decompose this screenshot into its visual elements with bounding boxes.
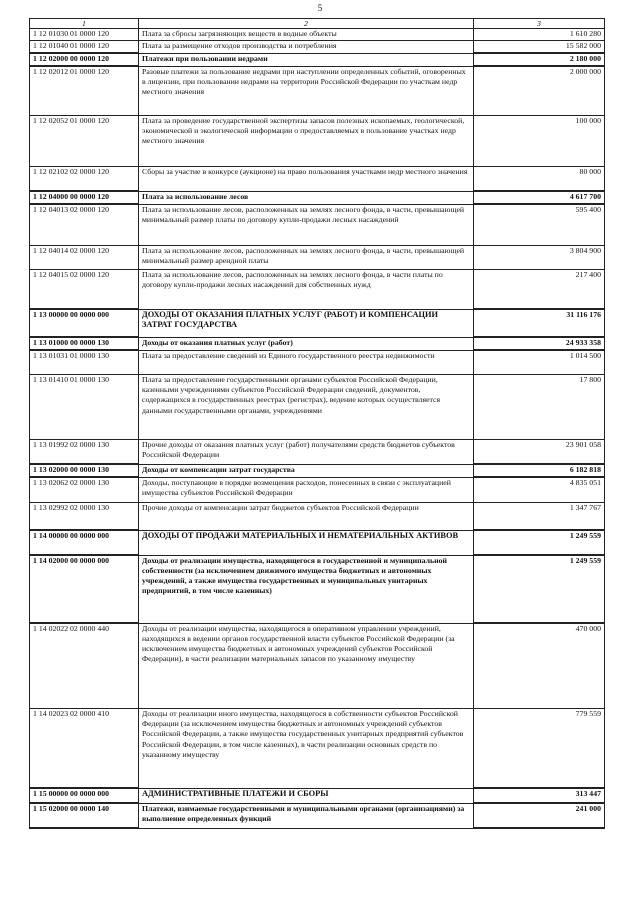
amount-cell: 4 835 051 bbox=[474, 477, 605, 503]
description-cell: Плата за использование лесов bbox=[139, 191, 474, 204]
budget-code-cell: 1 12 02102 02 0000 120 bbox=[30, 167, 139, 192]
description-cell: ДОХОДЫ ОТ ПРОДАЖИ МАТЕРИАЛЬНЫХ И НЕМАТЕРИАЛЬНЫХ АКТИВОВ bbox=[139, 530, 474, 555]
amount-cell: 2 180 000 bbox=[474, 53, 605, 66]
budget-code-cell: 1 14 00000 00 0000 000 bbox=[30, 530, 139, 555]
table-row bbox=[30, 503, 605, 531]
description-cell: Плата за предоставление сведений из Единого государственного реестра недвижимости bbox=[139, 350, 474, 375]
description-cell: Доходы от компенсации затрат государства bbox=[139, 464, 474, 477]
amount-cell: 24 933 358 bbox=[474, 337, 605, 350]
description-cell: Плата за размещение отходов производства и потребления bbox=[139, 41, 474, 54]
amount-cell: 17 800 bbox=[474, 375, 605, 440]
description-cell: Разовые платежи за пользование недрами при наступлении определенных событий, оговоренных в лицензии, при пользовании недрами на территории Российской Федерации по участкам недр местного значения bbox=[139, 66, 474, 116]
table-row bbox=[30, 350, 605, 375]
amount-cell: 1 249 559 bbox=[474, 555, 605, 623]
amount-cell: 1 347 767 bbox=[474, 503, 605, 531]
table-row bbox=[30, 246, 605, 270]
description-cell: Плата за использование лесов, расположенных на землях лесного фонда, в части, превышающей минимальный размер арендной платы bbox=[139, 246, 474, 270]
amount-cell: 80 000 bbox=[474, 167, 605, 192]
description-cell: Плата за использование лесов, расположенных на землях лесного фонда, в части, превышающей минимальный размер платы по договору купли-продажи лесных насаждений bbox=[139, 204, 474, 246]
table-row bbox=[30, 530, 605, 555]
table-row bbox=[30, 477, 605, 503]
description-cell: Доходы от реализации иного имущества, находящегося в собственности субъектов Российской Федерации (за исключением имущества бюджетных и автономных учреждений субъектов Российской Федерации, а также имущества государственных унитарных предприятий субъектов Российской Федерации, в том числе казенных), в части реализации основных средств по указанному имуществу bbox=[139, 709, 474, 789]
budget-code-cell: 1 14 02022 02 0000 440 bbox=[30, 623, 139, 709]
description-cell: Платежи, взимаемые государственными и муниципальными органами (организациями) за выполнение определенных функций bbox=[139, 803, 474, 828]
table-row bbox=[30, 803, 605, 828]
table-row bbox=[30, 204, 605, 246]
table-row bbox=[30, 116, 605, 167]
table-row bbox=[30, 709, 605, 789]
amount-cell: 15 582 000 bbox=[474, 41, 605, 54]
table-row bbox=[30, 309, 605, 337]
amount-cell: 6 182 818 bbox=[474, 464, 605, 477]
table-row bbox=[30, 29, 605, 41]
amount-cell: 23 901 058 bbox=[474, 440, 605, 465]
amount-cell: 779 559 bbox=[474, 709, 605, 789]
description-cell: Прочие доходы от оказания платных услуг (работ) получателями средств бюджетов субъектов Российской Федерации bbox=[139, 440, 474, 465]
description-cell: Доходы от реализации имущества, находящегося в оперативном управлении учреждений, находящихся в ведении органов государственной власти субъектов Российской Федерации (за исключением имущества бюджетных и автономных учреждений субъектов Российской Федерации), в части реализации материальных запасов по указанному имуществу bbox=[139, 623, 474, 709]
budget-code-cell: 1 13 01410 01 0000 130 bbox=[30, 375, 139, 440]
table-row bbox=[30, 337, 605, 350]
table-row bbox=[30, 66, 605, 116]
amount-cell: 2 000 000 bbox=[474, 66, 605, 116]
header-col-2: 2 bbox=[139, 19, 474, 29]
budget-code-cell: 1 12 01030 01 0000 120 bbox=[30, 29, 139, 41]
amount-cell: 100 000 bbox=[474, 116, 605, 167]
description-cell: Сборы за участие в конкурсе (аукционе) на право пользования участками недр местного значения bbox=[139, 167, 474, 192]
amount-cell: 4 617 700 bbox=[474, 191, 605, 204]
table-row bbox=[30, 167, 605, 192]
budget-code-cell: 1 14 02023 02 0000 410 bbox=[30, 709, 139, 789]
description-cell: Доходы от оказания платных услуг (работ) bbox=[139, 337, 474, 350]
budget-code-cell: 1 12 02000 00 0000 120 bbox=[30, 53, 139, 66]
amount-cell: 313 447 bbox=[474, 788, 605, 803]
budget-code-cell: 1 15 00000 00 0000 000 bbox=[30, 788, 139, 803]
description-cell: Доходы от реализации имущества, находящегося в государственной и муниципальной собственности (за исключением движимого имущества бюджетных и автономных учреждений, а также имущества государственных и муниципальных унитарных предприятий, в том числе казенных) bbox=[139, 555, 474, 623]
budget-code-cell: 1 13 01992 02 0000 130 bbox=[30, 440, 139, 465]
table-row bbox=[30, 555, 605, 623]
description-cell: Прочие доходы от компенсации затрат бюджетов субъектов Российской Федерации bbox=[139, 503, 474, 531]
description-cell: Плата за проведение государственной экспертизы запасов полезных ископаемых, геологической, экономической и экологической информации о предоставляемых в пользование участках недр местного значения bbox=[139, 116, 474, 167]
budget-code-cell: 1 13 02000 00 0000 130 bbox=[30, 464, 139, 477]
budget-code-cell: 1 14 02000 00 0000 000 bbox=[30, 555, 139, 623]
description-cell: Плата за предоставление государственными органами субъектов Российской Федерации, казенными учреждениями субъектов Российской Федерации сведений, документов, содержащихся в государственных реестрах (регистрах), ведение которых осуществляется данными государственными органами, учреждениями bbox=[139, 375, 474, 440]
revenue-table bbox=[29, 18, 605, 829]
page-number: 5 bbox=[317, 3, 323, 13]
amount-cell: 1 014 500 bbox=[474, 350, 605, 375]
table-row bbox=[30, 788, 605, 803]
budget-code-cell: 1 12 01040 01 0000 120 bbox=[30, 41, 139, 54]
description-cell: Плата за использование лесов, расположенных на землях лесного фонда, в части платы по договору купли-продажи лесных насаждений для собственных нужд bbox=[139, 270, 474, 310]
table-row bbox=[30, 270, 605, 310]
table-row bbox=[30, 464, 605, 477]
budget-code-cell: 1 12 02012 01 0000 120 bbox=[30, 66, 139, 116]
amount-cell: 31 116 176 bbox=[474, 309, 605, 337]
table-row bbox=[30, 191, 605, 204]
amount-cell: 595 400 bbox=[474, 204, 605, 246]
budget-code-cell: 1 13 01031 01 0000 130 bbox=[30, 350, 139, 375]
amount-cell: 241 000 bbox=[474, 803, 605, 828]
revenue-table-body bbox=[30, 19, 605, 829]
budget-code-cell: 1 12 04000 00 0000 120 bbox=[30, 191, 139, 204]
table-row bbox=[30, 41, 605, 54]
table-row bbox=[30, 440, 605, 465]
description-cell: АДМИНИСТРАТИВНЫЕ ПЛАТЕЖИ И СБОРЫ bbox=[139, 788, 474, 803]
budget-code-cell: 1 15 02000 00 0000 140 bbox=[30, 803, 139, 828]
budget-code-cell: 1 13 01000 00 0000 130 bbox=[30, 337, 139, 350]
table-row bbox=[30, 375, 605, 440]
amount-cell: 217 400 bbox=[474, 270, 605, 310]
budget-code-cell: 1 12 02052 01 0000 120 bbox=[30, 116, 139, 167]
description-cell: Доходы, поступающие в порядке возмещения расходов, понесенных в связи с эксплуатацией имущества субъектов Российской Федерации bbox=[139, 477, 474, 503]
budget-code-cell: 1 13 02992 02 0000 130 bbox=[30, 503, 139, 531]
budget-code-cell: 1 12 04015 02 0000 120 bbox=[30, 270, 139, 310]
header-col-1: 1 bbox=[30, 19, 139, 29]
table-row bbox=[30, 53, 605, 66]
budget-code-cell: 1 13 00000 00 0000 000 bbox=[30, 309, 139, 337]
description-cell: ДОХОДЫ ОТ ОКАЗАНИЯ ПЛАТНЫХ УСЛУГ (РАБОТ) И КОМПЕНСАЦИИ ЗАТРАТ ГОСУДАРСТВА bbox=[139, 309, 474, 337]
table-row bbox=[30, 623, 605, 709]
budget-code-cell: 1 12 04013 02 0000 120 bbox=[30, 204, 139, 246]
header-col-3: 3 bbox=[474, 19, 605, 29]
budget-code-cell: 1 13 02062 02 0000 130 bbox=[30, 477, 139, 503]
amount-cell: 470 000 bbox=[474, 623, 605, 709]
budget-code-cell: 1 12 04014 02 0000 120 bbox=[30, 246, 139, 270]
amount-cell: 3 804 900 bbox=[474, 246, 605, 270]
amount-cell: 1 610 280 bbox=[474, 29, 605, 41]
description-cell: Платежи при пользовании недрами bbox=[139, 53, 474, 66]
amount-cell: 1 249 559 bbox=[474, 530, 605, 555]
description-cell: Плата за сбросы загрязняющих веществ в водные объекты bbox=[139, 29, 474, 41]
table-header-row bbox=[30, 19, 605, 29]
